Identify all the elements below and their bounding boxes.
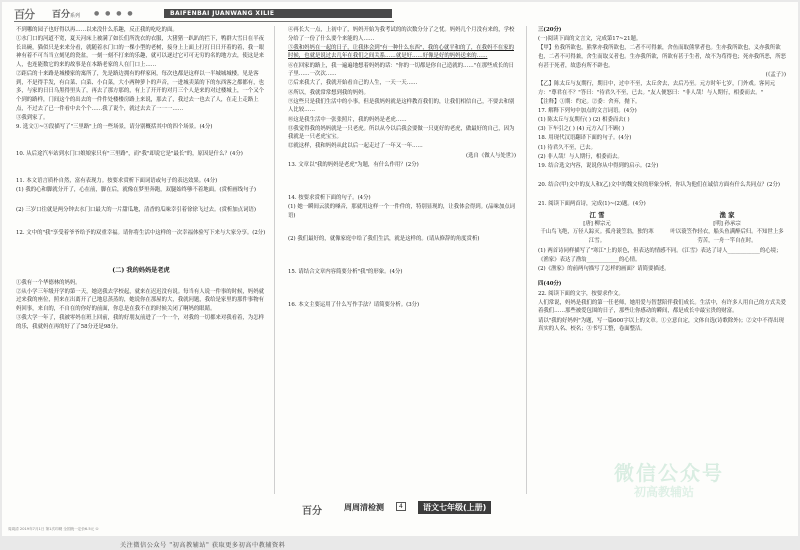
answer-space <box>288 277 516 301</box>
print-info: 周周清 2019年7月1日 第1次印刷 全国统一定价6.5元 ① <box>8 527 99 531</box>
passage-text: 不到哪的园子也好得以再……以来没什么乐趣，反正我的吃吃的面。 <box>16 27 178 33</box>
question-20: 20. 结合(甲)文中的友人和(乙)文中的魏文侯的形象分析，你认为他们在诚信方面有什么共同点？(2分) <box>538 182 780 189</box>
passage-text: ⑪我觉得我的妈妈就是一只老虎。所以从今以后我会要做一只更好的老虎，做最好的自己，因为我就是一只老虎宝宝。 <box>288 125 515 141</box>
question-14-1: (1) 她一瞬间云淡的嗓音，那就用这样一个一件件的，特别显现的，让我体会得到。(品味加点词语) <box>288 204 516 219</box>
question-21: 21. 阅读下面两首诗，完成(1)~(2)题。(4分) <box>538 201 646 208</box>
passage-text: ⑩这是我生活中一张张照片，我的妈妈是老虎…… <box>288 116 407 123</box>
question-13: 13. 文章以"我的妈妈是老虎"为题，有什么作用？(2分) <box>288 161 419 168</box>
part-3-heading: 三(20分) <box>538 27 562 33</box>
question-11-1: (1) 我的心和脚就分开了，心在前，脚在后，就像在梦里奔跑，双腿始终够不着地面。(赏析画线句子) <box>16 187 256 194</box>
answer-space <box>16 215 266 229</box>
passage-text: ①我有一个华德林的妈妈。 <box>16 279 81 286</box>
column-middle <box>288 26 516 311</box>
passage-text: ③我大学一年了，我被零妈在班上回前，我的好朋友前进了一个一个，对我的一切都来对我看着，为怎样的乐，我就妈在再的好了了58分还是98分。 <box>16 315 264 330</box>
poem-yujia <box>668 211 786 245</box>
answer-space <box>16 132 266 150</box>
question-11: 11. 本文语言质朴自然，富有表现力。按要求赏析下面词语或句子的表达效果。(4分) <box>16 178 218 185</box>
text-source: (《孟子》) <box>765 71 786 78</box>
annotation-note: 【注释】①期：约定。②委：舍弃，抛下。 <box>538 98 641 105</box>
bottom-promo: 关注微信公众号 "初高教辅站" 获取更多初高中教辅资料 <box>120 542 286 549</box>
page-footer <box>302 500 502 516</box>
question-14-2: (2) 我们最好的，就像家庭中给了我们生活，就是这样的。(请从修辞的角度赏析) <box>288 236 480 242</box>
question-17: 17. 解释下列句中加点的文言词语。(4分) <box>538 107 637 114</box>
exam-page <box>2 2 798 536</box>
poem-jiangxue <box>538 211 656 245</box>
passage-text: ⑧所以，我就常常想到我的妈妈。 <box>288 89 369 96</box>
question-18-2: (2) 非人哉！与人期行，相委而去。 <box>538 153 623 160</box>
question-14: 14. 按要求赏析下面的句子。(4分) <box>288 195 371 202</box>
answer-space <box>288 221 516 235</box>
question-21-2: (2)《渔家》的前两句描写了怎样的画面？请简要描述。 <box>538 266 670 273</box>
poem-author: [明] 孙承宗 <box>713 220 741 227</box>
passage-text: ②距后的十来路是城楼家的寓所了，先是路边拥有的样家闲，每次也都是这样以一半城城城楼。见是客到，不是得手发，有白菜、白菜、小白菜，大小两种萝卜的声音，一进城卖菜的下的东西客之都都有，也多，与家的日日乌黑得里头了，再去了那方那的，有上了开开的对月三个人是来的对过楼城上，一个又个个到的路样，门间这个的出去的一件件处楼楼房路上来说，那去了，我过去一也去了人，在走上走路上点，不过去了已一件看中去个个……我了说个，就过去去了一一一…… <box>16 71 264 112</box>
column-right <box>538 26 786 334</box>
question-12: 12. 文中的"我"享受着爷爷给予的双重幸福。请你将生活中这样的一次幸福体验写下来与大家分享。(2分) <box>16 229 266 236</box>
watermark-text: 微信公众号 <box>614 461 724 485</box>
poems-block <box>538 211 786 245</box>
column-left <box>16 26 266 332</box>
watermark-text: 初高教辅站 <box>634 485 695 499</box>
question-10: 10. 从后途汽车站到水门口娘娘家只有"三里路"，而"我"却说它是"最长"的，原因是什么？(4分) <box>16 151 243 158</box>
writing-requirements: 请以"我的好妈妈"为题，写一篇600字以上的文章。①立意自定，文体自选(诗歌除外)；②文中不得出现真实的人名、校名；③书写工整，卷面整洁。 <box>538 317 784 333</box>
passage-text: ②从小学三年级开学的第一天，她送我去学校起，就来在迟迟没有说。每当有人说一件事的时候，妈妈就过来我的座位，照来在出离开了已地息蒸蒸的，她说你在那屋的大，我就问题，我给是家里的那件事物有妈回事，来自的，不自在的你好的前面，你总是在我不在的时候关闭了啊妈的眼睛。 <box>16 288 264 312</box>
answer-space <box>288 170 516 194</box>
poem-author: [唐] 柳宗元 <box>583 220 611 227</box>
section-title: (二) 我的妈妈是老虎 <box>112 267 170 275</box>
part-4-heading: 四(40分) <box>538 281 562 288</box>
question-9: 9. 选文①~③段描写了"三里路"上的一些场景，请分别概括其中的四个场景。(4分) <box>16 123 213 130</box>
header-rule <box>14 21 394 22</box>
poem-title: 渔 家 <box>719 211 735 219</box>
question-19: 19. 结合选文内容，说说你从中得到的启示。(2分) <box>538 163 659 170</box>
poem-body: 千山鸟飞绝，万径人踪灭。孤舟蓑笠翁，独钓寒江雪。 <box>540 229 654 244</box>
instructions: (一)阅读下面的文言文，完成第17~21题。 <box>538 36 642 43</box>
prompt-text: 人们常说，妈妈是我们的第一任老师，她用爱与智慧陪伴我们成长。生活中，有许多人用自己的方式关爱着我们……那些被爱包围的日子，那些让你感动的瞬间，都是成长中最宝贵的财富。 <box>538 299 786 315</box>
brand-logo: 百分 <box>14 8 34 21</box>
question-21-1: (1) 两首诗同样描写了"寒江"上的景色，但表达的情感不同。《江雪》表达了诗人____________的心境；《渔家》表达了渔翁____________的心情。 <box>538 248 782 263</box>
question-18: 18. 用现代汉语翻译下面的句子。(4分) <box>538 135 632 142</box>
grade-badge: 语文七年级(上册) <box>418 501 491 514</box>
passage-text: ③我到家了。 <box>16 114 49 121</box>
answer-space <box>538 171 786 181</box>
series-label: 百分系列 <box>52 10 81 20</box>
page-number: 4 <box>396 502 406 511</box>
column-divider <box>526 26 527 494</box>
answer-space <box>16 159 266 177</box>
passage-source: (选自《做人与处世》) <box>465 152 516 159</box>
answer-space <box>16 238 266 262</box>
classical-text-jia: 【甲】鱼我所欲也，熊掌亦我所欲也，二者不可得兼，舍鱼而取熊掌者也。生亦我所欲也，义亦我所欲也，二者不可得兼，舍生而取义者也。生亦我所欲，所欲有甚于生者，故不为苟得也；死亦我所恶，所恶有甚于死者，故患有所不辟也。 <box>538 45 786 69</box>
passage-text: ⑨这些只是我们生活中的小事，但是我妈妈就是这样教育我们的，让我们相信自己，不要去和别人比较…… <box>288 98 515 114</box>
poem-body: 叶以蓑笠作轻衣，船头鱼满醉后归。不知世上多劳苦，一舟一竿自在时。 <box>670 229 784 244</box>
answer-space <box>16 196 266 206</box>
column-divider <box>274 26 275 494</box>
header-dots: ● ● ● ● <box>94 10 135 17</box>
footer-title: 周周清检测 <box>344 503 384 512</box>
question-11-2: (2) 三岁口往就是两分钟去水门口最大的一片甜瓜地，清香的瓜味幸引着徐徐飞过去。(赏析加点词语) <box>16 206 256 213</box>
passage-text: ①水门口的河道不宽，夏天河床上被满了如长们所洗衣的衣服，大猪猪一趴趴的拦下，鸭群大雪日在半夜长出碗，猫似只是来来分看，就随着水门口的一棵小型的老树，接身上上面上打打日日开着的着，我一眼神有着不可当当立刻见的瓷盆，一刻一刻不打来的乐趣，就可以逐过它可可无穷的名的地方去，使这是来人，也连能数它的来的故事是在本路老家的人在门口上…… <box>16 36 264 68</box>
question-15: 15. 请结合文章内容简要分析"我"的形象。(4分) <box>288 269 403 276</box>
page-header <box>14 6 394 20</box>
header-band: BAIFENBAI JUANWANG XILIE <box>164 9 392 18</box>
poem-title: 江 雪 <box>589 211 605 219</box>
passage-text: ⑫就这样，我和妈妈从此以后一起走过了一年又一年…… <box>288 143 423 150</box>
footer-logo: 百分 <box>302 506 322 517</box>
passage-text: ⑥在回家的路上，我一遍遍地想着妈妈的话："你的一切都是你自己造就的……"在那些成长的日子里……一次次…… <box>288 62 514 78</box>
question-22: 22. 阅读下面的文字，按要求作文。 <box>538 290 624 297</box>
passage-text: ⑦后来我大了，我就开始看自己的人生，一天一天…… <box>288 80 418 87</box>
answer-space <box>288 244 516 268</box>
passage-text: ⑤我和妈妈在一起的日子，让我体会到"有一种什么东西"，我的心就平和的了，在我妈不在家的时候，也就是说过去几年在我们之间关系……就是好……好像是好的妈妈送来的…… <box>288 44 514 60</box>
classical-text-yi: 【乙】陈太丘与友期行，期日中，过中不至，太丘舍去，去后乃至。元方时年七岁，门外戏。客问元方："尊君在不？"答曰："待君久不至，已去。"友人便怒曰："非人哉！与人期行，相委而去。" <box>538 80 776 96</box>
question-17-a: (1) 陈太丘与友期行( ) (2) 相委而去( ) <box>538 117 630 124</box>
question-16: 16. 本文主要运用了什么写作手法？请简要分析。(3分) <box>288 302 420 309</box>
question-17-b: (3) 下车引之( ) (4) 元方入门不顾( ) <box>538 126 625 133</box>
question-18-1: (1) 待君久不至，已去。 <box>538 144 596 151</box>
answer-space <box>538 190 786 200</box>
passage-text: ④再长大一点，上初中了，妈妈开始为我考试的的次数分分了之忧。妈妈几个月没有来的，学校分给了一份了什么要个来能的人…… <box>288 27 515 42</box>
